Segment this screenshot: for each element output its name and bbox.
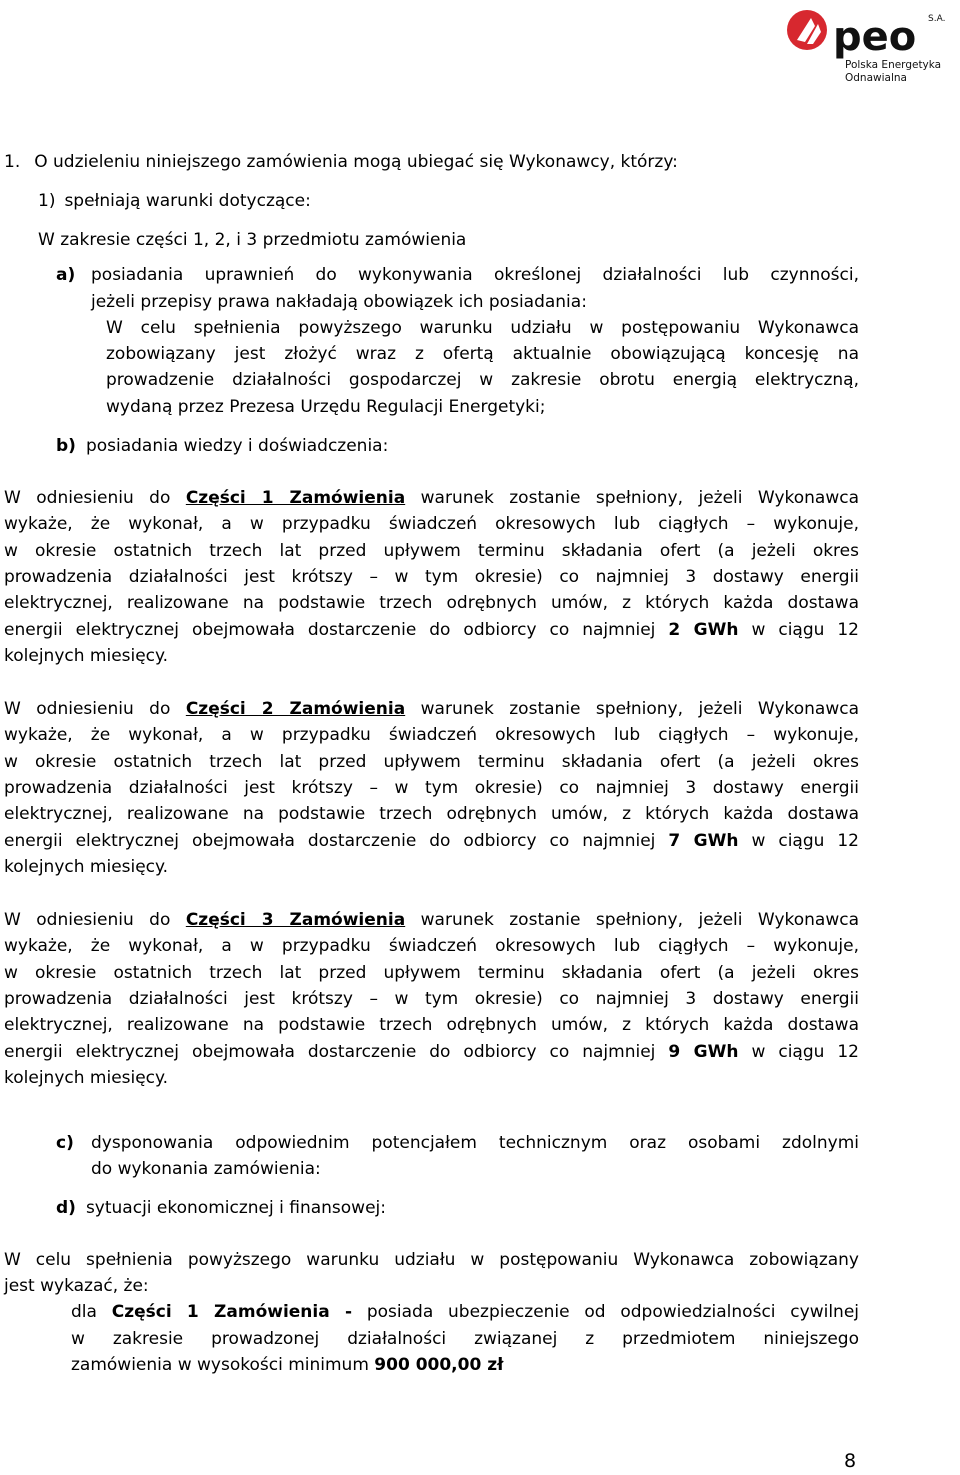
b-text: posiadania wiedzy i doświadczenia: xyxy=(85,436,389,456)
logo-suffix: S.A. xyxy=(928,14,946,24)
part-3-amount: 9 GWh xyxy=(668,1042,739,1062)
item-1 xyxy=(4,149,678,175)
part-3-line-1: W odniesieniu do Części 3 Zamówienia warunek zostanie spełniony, jeżeli Wykonawca xyxy=(4,910,860,930)
sub-item-1-text: spełniają warunki dotyczące: xyxy=(64,191,311,211)
part-1-line-1: W odniesieniu do Części 1 Zamówienia warunek zostanie spełniony, jeżeli Wykonawca xyxy=(4,488,860,508)
a-para-line-3: prowadzenie działalności gospodarczej w zakresie obrotu energią elektryczną, xyxy=(106,370,859,390)
b-item xyxy=(56,433,388,459)
sub-item-1 xyxy=(38,188,311,214)
part-3-line-6: energii elektrycznej obejmowała dostarczenie do odbiorcy co najmniej 9 GWh w ciągu 12 xyxy=(4,1042,859,1062)
part-3-line-5: elektrycznej, realizowane na podstawie trzech odrębnych umów, z których każda dostawa xyxy=(4,1015,859,1035)
sub-item-1-number: 1) xyxy=(38,191,56,211)
c-label: c) xyxy=(56,1133,74,1153)
part-1-line-4: prowadzenia działalności jest krótszy – w tym okresie) co najmniej 3 dostawy energii xyxy=(4,567,859,587)
logo-brand: peo xyxy=(833,14,917,60)
part-2-name: Części 2 Zamówienia xyxy=(185,699,406,719)
part-2-line-3: w okresie ostatnich trzech lat przed upływem terminu składania ofert (a jeżeli okres xyxy=(4,752,859,772)
part-2-amount: 7 GWh xyxy=(668,831,739,851)
part-1-line-3: w okresie ostatnich trzech lat przed upływem terminu składania ofert (a jeżeli okres xyxy=(4,541,859,561)
a-para-line-4: wydaną przez Prezesa Urzędu Regulacji Energetyki; xyxy=(106,397,546,417)
part-3-line-4: prowadzenia działalności jest krótszy – w tym okresie) co najmniej 3 dostawy energii xyxy=(4,989,859,1009)
item-1-text: O udzieleniu niniejszego zamówienia mogą ubiegać się Wykonawcy, którzy: xyxy=(34,152,678,172)
part-2-line-6: energii elektrycznej obejmowała dostarczenie do odbiorcy co najmniej 7 GWh w ciągu 12 xyxy=(4,831,859,851)
d-text: sytuacji ekonomicznej i finansowej: xyxy=(85,1198,386,1218)
item-1-number: 1. xyxy=(4,152,21,172)
final-amount: 900 000,00 zł xyxy=(374,1355,504,1375)
part-3-name: Części 3 Zamówienia xyxy=(185,910,406,930)
page-number: 8 xyxy=(844,1450,857,1472)
part-3-line-2: wykaże, że wykonał, a w przypadku świadczeń okresowych lub ciągłych – wykonuje, xyxy=(4,936,859,956)
logo-line2: Odnawialna xyxy=(845,72,907,84)
final-line-2: jest wykazać, że: xyxy=(4,1276,149,1296)
a-line-1: posiadania uprawnień do wykonywania określonej działalności lub czynności, xyxy=(91,265,859,285)
part-1-line-2: wykaże, że wykonał, a w przypadku świadczeń okresowych lub ciągłych – wykonuje, xyxy=(4,514,859,534)
a-para-line-1: W celu spełnienia powyższego warunku udziału w postępowaniu Wykonawca xyxy=(106,318,859,338)
part-1-name: Części 1 Zamówienia xyxy=(185,488,406,508)
peo-logo-icon xyxy=(785,4,957,86)
part-1-amount: 2 GWh xyxy=(668,620,739,640)
logo-line1: Polska Energetyka xyxy=(845,59,942,71)
d-item xyxy=(56,1195,386,1221)
final-item-line-3: zamówienia w wysokości minimum 900 000,00 zł xyxy=(71,1355,504,1375)
b-label: b) xyxy=(56,436,76,456)
part-2-line-2: wykaże, że wykonał, a w przypadku świadczeń okresowych lub ciągłych – wykonuje, xyxy=(4,725,859,745)
part-3-line-7: kolejnych miesięcy. xyxy=(4,1068,169,1088)
part-1-line-6: energii elektrycznej obejmowała dostarczenie do odbiorcy co najmniej 2 GWh w ciągu 12 xyxy=(4,620,859,640)
part-1-line-7: kolejnych miesięcy. xyxy=(4,646,169,666)
final-item-line-2: w zakresie prowadzonej działalności związanej z przedmiotem niniejszego xyxy=(71,1329,859,1349)
a-label: a) xyxy=(56,265,76,285)
company-logo xyxy=(785,4,957,86)
final-part-name: Części 1 Zamówienia - xyxy=(111,1302,353,1322)
d-label: d) xyxy=(56,1198,76,1218)
final-item-line-1: dla Części 1 Zamówienia - posiada ubezpieczenie od odpowiedzialności cywilnej xyxy=(71,1302,859,1322)
final-line-1: W celu spełnienia powyższego warunku udziału w postępowaniu Wykonawca zobowiązany xyxy=(4,1250,859,1270)
c-line-1: dysponowania odpowiednim potencjałem technicznym oraz osobami zdolnymi xyxy=(91,1133,859,1153)
a-line-2: jeżeli przepisy prawa nakładają obowiązek ich posiadania: xyxy=(91,292,587,312)
part-2-line-1: W odniesieniu do Części 2 Zamówienia warunek zostanie spełniony, jeżeli Wykonawca xyxy=(4,699,860,719)
part-2-line-5: elektrycznej, realizowane na podstawie trzech odrębnych umów, z których każda dostawa xyxy=(4,804,859,824)
scope-text: W zakresie części 1, 2, i 3 przedmiotu zamówienia xyxy=(38,230,467,250)
part-1-line-5: elektrycznej, realizowane na podstawie trzech odrębnych umów, z których każda dostawa xyxy=(4,593,859,613)
part-2-line-7: kolejnych miesięcy. xyxy=(4,857,169,877)
a-para-line-2: zobowiązany jest złożyć wraz z ofertą aktualnie obowiązującą koncesję na xyxy=(106,344,859,364)
c-line-2: do wykonania zamówienia: xyxy=(91,1159,321,1179)
part-2-line-4: prowadzenia działalności jest krótszy – w tym okresie) co najmniej 3 dostawy energii xyxy=(4,778,859,798)
part-3-line-3: w okresie ostatnich trzech lat przed upływem terminu składania ofert (a jeżeli okres xyxy=(4,963,859,983)
